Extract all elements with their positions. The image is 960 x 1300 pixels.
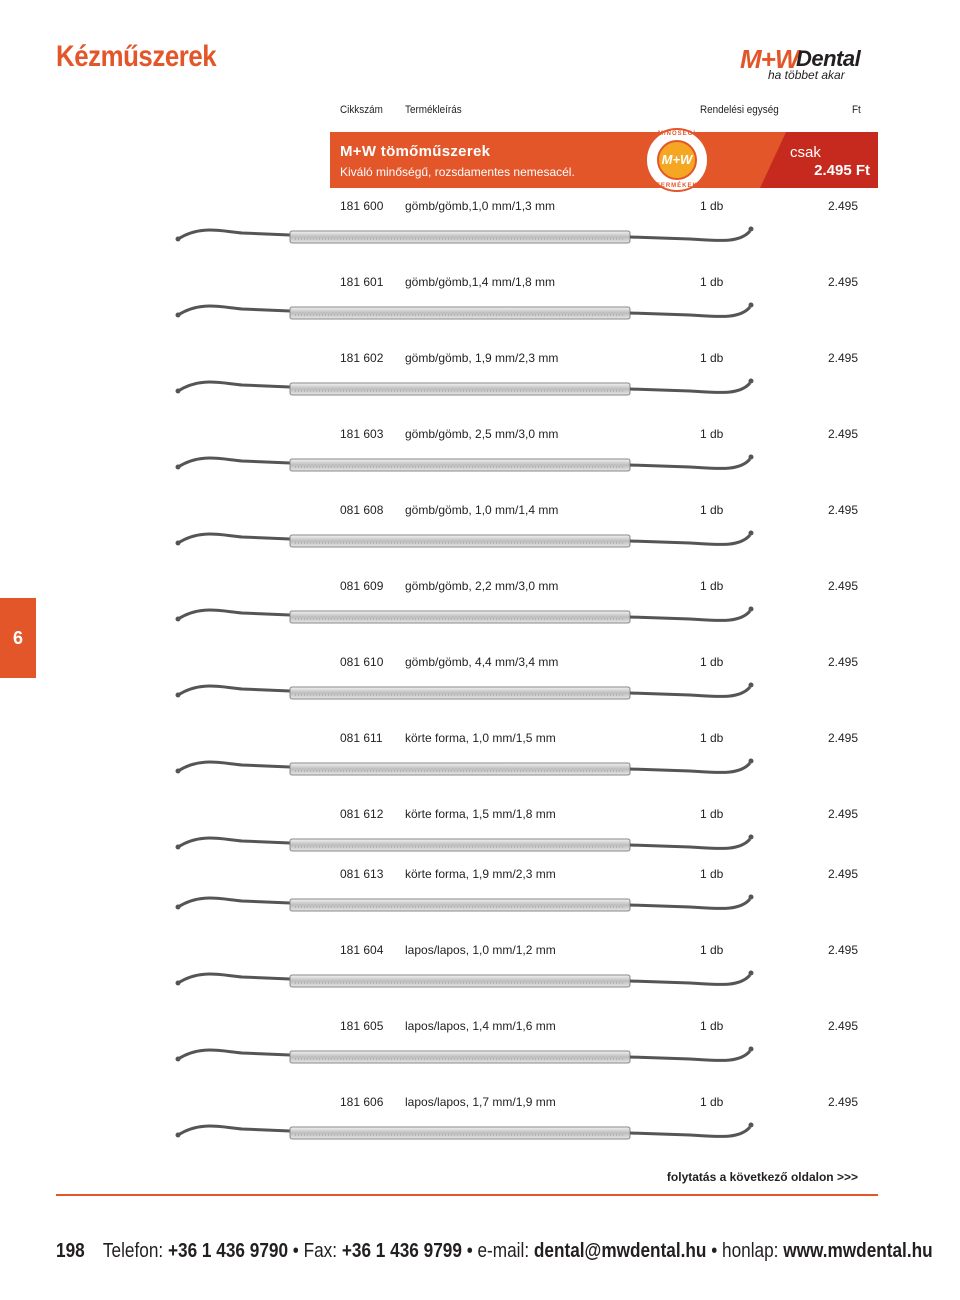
product-code: 181 604: [340, 943, 384, 957]
product-description: gömb/gömb, 1,0 mm/1,4 mm: [405, 503, 559, 517]
product-code: 181 602: [340, 351, 384, 365]
column-header-code: Cikkszám: [340, 104, 383, 116]
brand-logo: [740, 44, 870, 80]
column-header-price: Ft: [852, 104, 861, 116]
dental-instrument-image: [150, 1037, 790, 1083]
dental-instrument-image: [150, 961, 790, 1007]
dental-instrument-image: [150, 293, 790, 339]
product-description: gömb/gömb, 2,5 mm/3,0 mm: [405, 427, 559, 441]
product-row: [0, 427, 960, 503]
product-code: 081 608: [340, 503, 384, 517]
product-code: 181 601: [340, 275, 384, 289]
product-code: 081 612: [340, 807, 384, 821]
product-code: 081 609: [340, 579, 384, 593]
product-price: 2.495: [827, 943, 858, 957]
continue-note: folytatás a következő oldalon >>>: [666, 1170, 858, 1184]
product-description: gömb/gömb, 2,2 mm/3,0 mm: [405, 579, 559, 593]
product-row: [0, 275, 960, 351]
product-description: gömb/gömb, 4,4 mm/3,4 mm: [405, 655, 559, 669]
product-price: 2.495: [827, 351, 858, 365]
product-code: 181 605: [340, 1019, 384, 1033]
phone-label: Telefon:: [102, 1240, 164, 1262]
web-label: honlap:: [722, 1240, 779, 1262]
logo-tagline: ha többet akar: [768, 68, 845, 82]
product-code: 081 610: [340, 655, 384, 669]
product-unit: 1 db: [700, 199, 724, 213]
product-description: körte forma, 1,5 mm/1,8 mm: [405, 807, 556, 821]
seal-bottom-text: TERMÉKEK: [656, 183, 698, 189]
product-unit: 1 db: [700, 579, 724, 593]
column-header-description: Termékleírás: [405, 104, 462, 116]
product-unit: 1 db: [700, 351, 724, 365]
product-unit: 1 db: [700, 1019, 724, 1033]
footer-divider: [56, 1194, 878, 1196]
fax-label: Fax:: [303, 1240, 338, 1262]
product-row: [0, 655, 960, 731]
product-description: lapos/lapos, 1,4 mm/1,6 mm: [405, 1019, 556, 1033]
product-unit: 1 db: [700, 943, 724, 957]
dental-instrument-image: [150, 521, 790, 567]
product-description: körte forma, 1,0 mm/1,5 mm: [405, 731, 556, 745]
product-price: 2.495: [827, 867, 858, 881]
product-row: [0, 503, 960, 579]
logo-dental: Dental: [796, 46, 861, 71]
product-row: [0, 731, 960, 807]
product-description: körte forma, 1,9 mm/2,3 mm: [405, 867, 556, 881]
price-tag: [760, 132, 878, 188]
dental-instrument-image: [150, 825, 790, 871]
dental-instrument-image: [150, 445, 790, 491]
footer-contact: 198 Telefon: +36 1 436 9790 • Fax: +36 1 436 9799 • e-mail: dental@mwdental.hu • honlap: www.mwdental.hu: [56, 1240, 933, 1262]
product-row: [0, 199, 960, 275]
dental-instrument-image: [150, 597, 790, 643]
email-label: e-mail:: [477, 1240, 530, 1262]
page-number: 198: [56, 1240, 85, 1262]
product-price: 2.495: [827, 731, 858, 745]
product-description: gömb/gömb,1,4 mm/1,8 mm: [405, 275, 556, 289]
product-unit: 1 db: [700, 275, 724, 289]
product-description: gömb/gömb,1,0 mm/1,3 mm: [405, 199, 556, 213]
product-unit: 1 db: [700, 1095, 724, 1109]
product-unit: 1 db: [700, 655, 724, 669]
banner-subtitle: Kiváló minőségű, rozsdamentes nemesacél.: [340, 165, 575, 179]
dental-instrument-image: [150, 1113, 790, 1159]
quality-seal-icon: [645, 128, 709, 192]
logo-mw: M+W: [740, 44, 799, 74]
column-header-unit: Rendelési egység: [700, 104, 779, 116]
product-price: 2.495: [827, 503, 858, 517]
dental-instrument-image: [150, 749, 790, 795]
product-description: gömb/gömb, 1,9 mm/2,3 mm: [405, 351, 559, 365]
product-unit: 1 db: [700, 427, 724, 441]
page-title: Kézműszerek: [56, 40, 217, 73]
web-link[interactable]: www.mwdental.hu: [783, 1240, 933, 1262]
product-row: [0, 867, 960, 943]
chapter-tab: 6: [0, 598, 36, 678]
product-code: 081 613: [340, 867, 384, 881]
banner-title: M+W tömőműszerek: [340, 143, 491, 160]
product-unit: 1 db: [700, 867, 724, 881]
product-row: [0, 1019, 960, 1095]
dental-instrument-image: [150, 885, 790, 931]
price-tag-value: 2.495 Ft: [814, 162, 870, 179]
product-code: 081 611: [340, 731, 383, 745]
email-link[interactable]: dental@mwdental.hu: [533, 1240, 707, 1262]
price-tag-label: csak: [790, 144, 821, 161]
seal-mw-text: M+W: [661, 152, 693, 167]
product-price: 2.495: [827, 1019, 858, 1033]
product-price: 2.495: [827, 1095, 858, 1109]
product-price: 2.495: [827, 655, 858, 669]
seal-top-text: MINŐSÉGI: [657, 131, 696, 137]
product-code: 181 600: [340, 199, 384, 213]
product-price: 2.495: [827, 199, 858, 213]
fax-number: +36 1 436 9799: [341, 1240, 462, 1262]
dental-instrument-image: [150, 369, 790, 415]
product-unit: 1 db: [700, 807, 724, 821]
phone-number: +36 1 436 9790: [167, 1240, 289, 1262]
product-description: lapos/lapos, 1,7 mm/1,9 mm: [405, 1095, 556, 1109]
product-price: 2.495: [827, 427, 858, 441]
dental-instrument-image: [150, 673, 790, 719]
product-unit: 1 db: [700, 503, 724, 517]
product-price: 2.495: [827, 275, 858, 289]
product-price: 2.495: [827, 579, 858, 593]
product-row: [0, 1095, 960, 1171]
product-row: [0, 579, 960, 655]
product-unit: 1 db: [700, 731, 724, 745]
product-code: 181 603: [340, 427, 384, 441]
product-row: [0, 943, 960, 1019]
dental-instrument-image: [150, 217, 790, 263]
product-row: [0, 351, 960, 427]
product-code: 181 606: [340, 1095, 384, 1109]
product-description: lapos/lapos, 1,0 mm/1,2 mm: [405, 943, 556, 957]
product-price: 2.495: [827, 807, 858, 821]
